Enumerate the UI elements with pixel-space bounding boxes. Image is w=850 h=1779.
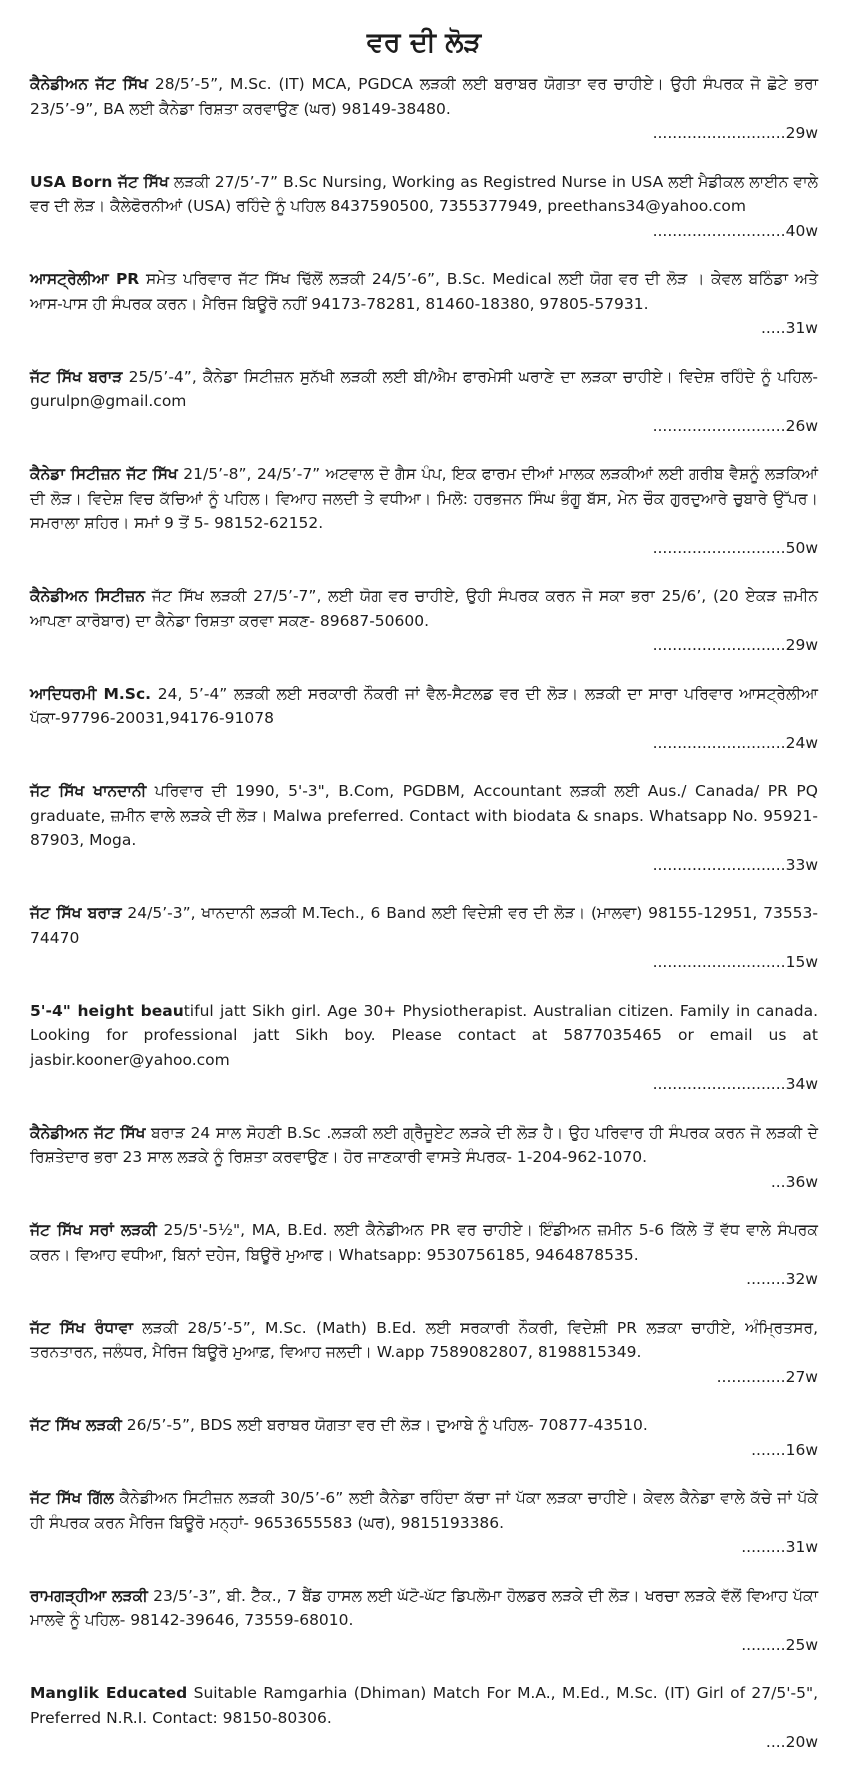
ad-code: ...........................29w [652, 124, 818, 142]
ad-code: ..............27w [716, 1367, 818, 1386]
ad-entry [30, 1316, 818, 1390]
ad-heading: ਜੱਟ ਸਿੱਖ ਗਿੱਲ [30, 1489, 114, 1507]
ad-text: tiful jatt Sikh girl. Age 30+ Physiotherapist. Australian citizen. Family in canada. Looking for professional jatt Sikh boy. Please contact at 5877035465 or email us at jasbir.kooner@yahoo.com [30, 1001, 818, 1069]
ad-text: ਲੜਕੀ 28/5’-5”, M.Sc. (Math) B.Ed. ਲਈ ਸਰਕਾਰੀ ਨੌਕਰੀ, ਵਿਦੇਸ਼ੀ PR ਲੜਕਾ ਚਾਹੀਏ, ਅੰਮ੍ਰਿਤਸਰ, ਤਰਨਤਾਰਨ, ਜਲੰਧਰ, ਮੈਰਿਜ ਬਿਊਰੋ ਮੁਆਫ਼, ਵਿਆਹ ਜਲਦੀ। W.app 7589082807, 8198815349. [30, 1318, 818, 1361]
ad-text: 24/5’-3”, ਖਾਨਦਾਨੀ ਲੜਕੀ M.Tech., 6 Band ਲਈ ਵਿਦੇਸ਼ੀ ਵਰ ਦੀ ਲੋੜ। (ਮਾਲਵਾ) 98155-12951, 73553-74470 [30, 904, 819, 947]
ad-code: ...........................24w [652, 733, 818, 752]
ad-entry [30, 779, 818, 877]
ad-entry [30, 170, 818, 244]
ad-code: ...........................29w [652, 636, 818, 654]
ad-entry [30, 1486, 818, 1560]
ad-code: .......16w [751, 1440, 818, 1459]
ad-code: ....20w [765, 1733, 818, 1751]
ad-text: ਲੜਕੀ 27/5’-7” B.Sc Nursing, Working as Registred Nurse in USA ਲਈ ਮੈਡੀਕਲ ਲਾਈਨ ਵਾਲੇ ਵਰ ਦੀ ਲੋੜ। ਕੈਲੇਫੋਰਨੀਆਂ (USA) ਰਹਿੰਦੇ ਨੂੰ ਪਹਿਲ 8437590500, 7355377949, preethans34@yahoo.com [30, 172, 818, 215]
ad-entry [30, 1218, 818, 1292]
ad-entry [30, 462, 818, 560]
classifieds-page [30, 24, 818, 1779]
ad-code: .........25w [741, 1635, 818, 1654]
ad-entry [30, 999, 818, 1097]
ad-entry [30, 901, 818, 975]
ad-text: Suitable Ramgarhia (Dhiman) Match For M.A., M.Ed., M.Sc. (IT) Girl of 27/5'-5", Preferred N.R.I. Contact: 98150-80306. [30, 1684, 819, 1727]
ad-heading: ਜੱਟ ਸਿੱਖ ਖਾਨਦਾਨੀ [30, 782, 147, 800]
ad-heading: ਜੱਟ ਸਿੱਖ ਲੜਕੀ [30, 1416, 122, 1434]
ad-code: ...........................50w [652, 538, 818, 557]
ad-code: ...........................33w [652, 855, 818, 874]
ad-text: 24, 5’-4” ਲੜਕੀ ਲਈ ਸਰਕਾਰੀ ਨੌਕਰੀ ਜਾਂ ਵੈਲ-ਸੈਟਲਡ ਵਰ ਦੀ ਲੋੜ। ਲੜਕੀ ਦਾ ਸਾਰਾ ਪਰਿਵਾਰ ਆਸਟ੍ਰੇਲੀਆ ਪੱਕਾ-97796-20031,94176-91078 [30, 684, 818, 727]
ad-heading: ਕੈਨੇਡੀਅਨ ਜੱਟ ਸਿੱਖ [30, 1123, 146, 1142]
ad-entry [30, 682, 818, 756]
ad-heading: USA Born ਜੱਟ ਸਿੱਖ [30, 172, 169, 191]
ad-text: ਜੱਟ ਸਿੱਖ ਲੜਕੀ 27/5’-7”, ਲਈ ਯੋਗ ਵਰ ਚਾਹੀਏ, ਉਹੀ ਸੰਪਰਕ ਕਰਨ ਜੋ ਸਕਾ ਭਰਾ 25/6’, (20 ਏਕੜ ਜ਼ਮੀਨ ਆਪਣਾ ਕਾਰੋਬਾਰ) ਦਾ ਕੈਨੇਡਾ ਰਿਸ਼ਤਾ ਕਰਵਾ ਸਕਣ- 89687-50600. [30, 587, 818, 630]
ad-list [30, 72, 818, 1755]
ad-entry [30, 1121, 818, 1195]
ad-heading: ਆਦਿਧਰਮੀ M.Sc. [30, 684, 152, 703]
ad-text: ਪਰਿਵਾਰ ਦੀ 1990, 5'-3", B.Com, PGDBM, Accountant ਲੜਕੀ ਲਈ Aus./ Canada/ PR PQ graduate, ਜ਼ਮੀਨ ਵਾਲੇ ਲੜਕੇ ਦੀ ਲੋੜ। Malwa preferred. Contact with biodata & snaps. Whatsapp No. 95921-87903, Moga. [30, 782, 818, 849]
ad-code: ...........................26w [652, 416, 818, 435]
ad-text: 25/5'-5½", MA, B.Ed. ਲਈ ਕੈਨੇਡੀਅਨ PR ਵਰ ਚਾਹੀਏ। ਇੰਡੀਅਨ ਜ਼ਮੀਨ 5-6 ਕਿੱਲੇ ਤੋਂ ਵੱਧ ਵਾਲੇ ਸੰਪਰਕ ਕਰਨ। ਵਿਆਹ ਵਧੀਆ, ਬਿਨਾਂ ਦਹੇਜ, ਬਿਊਰੋ ਮੁਆਫ। Whatsapp: 9530756185, 9464878535. [30, 1221, 818, 1264]
ad-heading: ਜੱਟ ਸਿੱਖ ਬਰਾੜ [30, 904, 122, 922]
ad-heading: Manglik Educated [30, 1684, 188, 1702]
ad-text: ਸਮੇਤ ਪਰਿਵਾਰ ਜੱਟ ਸਿੱਖ ਢਿੱਲੋਂ ਲੜਕੀ 24/5’-6”, B.Sc. Medical ਲਈ ਯੋਗ ਵਰ ਦੀ ਲੋੜ । ਕੇਵਲ ਬਠਿੰਡਾ ਅਤੇ ਆਸ-ਪਾਸ ਹੀ ਸੰਪਰਕ ਕਰਨ। ਮੈਰਿਜ ਬਿਊਰੋ ਨਹੀਂ 94173-78281, 81460-18380, 97805-57931. [30, 270, 818, 313]
ad-code: .........31w [741, 1538, 818, 1556]
page-title: ਵਰ ਦੀ ਲੋੜ [366, 27, 482, 58]
ad-entry [30, 584, 818, 658]
ad-heading: ਰਾਮਗੜ੍ਹੀਆ ਲੜਕੀ [30, 1586, 148, 1605]
ad-code: ........32w [746, 1270, 818, 1288]
ad-heading: ਜੱਟ ਸਿੱਖ ਰੰਧਾਵਾ [30, 1318, 133, 1337]
ad-code: ...36w [770, 1172, 818, 1191]
ad-heading: 5'-4" height beau [30, 1001, 184, 1020]
ad-heading: ਕੈਨੇਡੀਅਨ ਜੱਟ ਸਿੱਖ [30, 75, 148, 93]
ad-entry [30, 1584, 818, 1658]
ad-code: .....31w [760, 319, 818, 337]
ad-entry [30, 267, 818, 341]
ad-heading: ਜੱਟ ਸਿੱਖ ਬਰਾੜ [30, 367, 123, 386]
ad-code: ...........................34w [652, 1075, 818, 1093]
ad-text: 26/5’-5”, BDS ਲਈ ਬਰਾਬਰ ਯੋਗਤਾ ਵਰ ਦੀ ਲੋੜ। ਦੁਆਬੇ ਨੂੰ ਪਹਿਲ- 70877-43510. [121, 1416, 648, 1434]
ad-entry [30, 1413, 818, 1462]
ad-code: ...........................40w [652, 221, 818, 240]
ad-entry [30, 365, 818, 439]
ad-text: 28/5’-5”, M.Sc. (IT) MCA, PGDCA ਲੜਕੀ ਲਈ ਬਰਾਬਰ ਯੋਗਤਾ ਵਰ ਚਾਹੀਏ। ਉਹੀ ਸੰਪਰਕ ਜੋ ਛੋਟੇ ਭਰਾ 23/5’-9”, BA ਲਈ ਕੈਨੇਡਾ ਰਿਸ਼ਤਾ ਕਰਵਾਉਣ (ਘਰ) 98149-38480. [30, 75, 818, 118]
ad-entry [30, 72, 818, 146]
ad-heading: ਕੈਨੇਡੀਅਨ ਸਿਟੀਜ਼ਨ [30, 587, 145, 605]
ad-text: 23/5’-3”, ਬੀ. ਟੈੱਕ., 7 ਬੈਂਡ ਹਾਸਲ ਲਈ ਘੱਟੋ-ਘੱਟ ਡਿਪਲੋਮਾ ਹੋਲਡਰ ਲੜਕੇ ਦੀ ਲੋੜ। ਖਰਚਾ ਲੜਕੇ ਵੱਲੋਂ ਵਿਆਹ ਪੱਕਾ ਮਾਲਵੇ ਨੂੰ ਪਹਿਲ- 98142-39646, 73559-68010. [30, 1586, 819, 1629]
ad-text: 25/5’-4”, ਕੈਨੇਡਾ ਸਿਟੀਜ਼ਨ ਸੁਨੱਖੀ ਲੜਕੀ ਲਈ ਬੀ/ਐਮ ਫਾਰਮੇਸੀ ਘਰਾਣੇ ਦਾ ਲੜਕਾ ਚਾਹੀਏ। ਵਿਦੇਸ਼ ਰਹਿੰਦੇ ਨੂੰ ਪਹਿਲ- gurulpn@gmail.com [30, 367, 819, 410]
ad-heading: ਕੈਨੇਡਾ ਸਿਟੀਜ਼ਨ ਜੱਟ ਸਿੱਖ [30, 465, 178, 483]
ad-text: ਕੈਨੇਡੀਅਨ ਸਿਟੀਜ਼ਨ ਲੜਕੀ 30/5’-6” ਲਈ ਕੈਨੇਡਾ ਰਹਿੰਦਾ ਕੱਚਾ ਜਾਂ ਪੱਕਾ ਲੜਕਾ ਚਾਹੀਏ। ਕੇਵਲ ਕੈਨੇਡਾ ਵਾਲੇ ਕੱਚੇ ਜਾਂ ਪੱਕੇ ਹੀ ਸੰਪਰਕ ਕਰਨ ਮੈਰਿਜ ਬਿਊਰੋ ਮਨ੍ਹਾਂ- 9653655583 (ਘਰ), 9815193386. [30, 1489, 818, 1532]
ad-entry [30, 1681, 818, 1755]
ad-text: 21/5’-8”, 24/5’-7” ਅਟਵਾਲ ਦੋ ਗੈਸ ਪੰਪ, ਇਕ ਫਾਰਮ ਦੀਆਂ ਮਾਲਕ ਲੜਕੀਆਂ ਲਈ ਗਰੀਬ ਵੈਸ਼ਨੂੰ ਲੜਕਿਆਂ ਦੀ ਲੋੜ। ਵਿਦੇਸ਼ ਵਿਚ ਕੱਚਿਆਂ ਨੂੰ ਪਹਿਲ। ਵਿਆਹ ਜਲਦੀ ਤੇ ਵਧੀਆ। ਮਿਲੋ: ਹਰਭਜਨ ਸਿੰਘ ਭੰਗੂ ਬੱਸ, ਮੇਨ ਚੌਕ ਗੁਰਦੁਆਰੇ ਚੁਬਾਰੇ ਉੱਪਰ। ਸਮਰਾਲਾ ਸ਼ਹਿਰ। ਸਮਾਂ 9 ਤੋਂ 5- 98152-62152. [30, 465, 818, 532]
ad-heading: ਜੱਟ ਸਿੱਖ ਸਰਾਂ ਲੜਕੀ [30, 1221, 157, 1239]
ad-heading: ਆਸਟ੍ਰੇਲੀਆ PR [30, 270, 140, 288]
ad-code: ...........................15w [652, 953, 818, 971]
ad-text: ਬਰਾੜ 24 ਸਾਲ ਸੋਹਣੀ B.Sc .ਲੜਕੀ ਲਈ ਗ੍ਰੈਜੂਏਟ ਲੜਕੇ ਦੀ ਲੋੜ ਹੈ। ਉਹ ਪਰਿਵਾਰ ਹੀ ਸੰਪਰਕ ਕਰਨ ਜੋ ਲੜਕੀ ਦੇ ਰਿਸ਼ਤੇਦਾਰ ਭਰਾ 23 ਸਾਲ ਲੜਕੇ ਨੂੰ ਰਿਸ਼ਤਾ ਕਰਵਾਉਣ। ਹੋਰ ਜਾਣਕਾਰੀ ਵਾਸਤੇ ਸੰਪਰਕ- 1-204-962-1070. [30, 1123, 818, 1166]
